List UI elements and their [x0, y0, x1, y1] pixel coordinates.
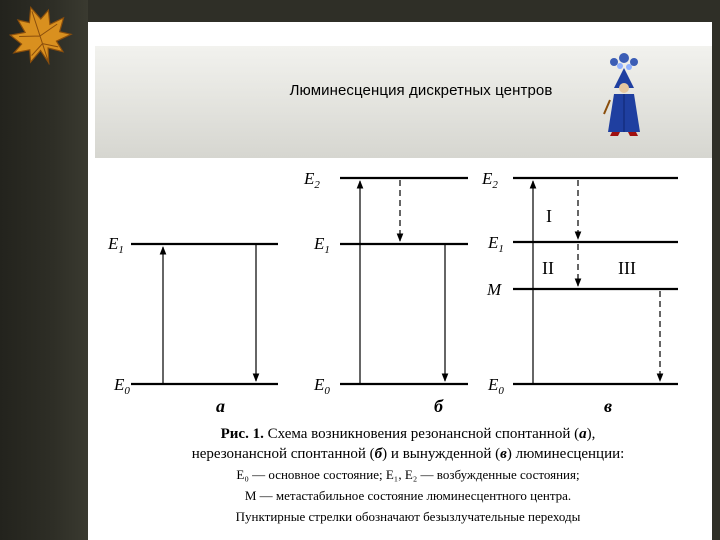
panel-a-e1-label: $E_1$	[108, 234, 124, 256]
caption-line-5: Пунктирные стрелки обозначают безызлучательные переходы	[235, 509, 581, 524]
figure-caption	[118, 424, 698, 527]
caption-line-1: Рис. 1. Схема возникновения резонансной спонтанной (а),	[220, 426, 596, 442]
caption-line-4: M — метастабильное состояние люминесцентного центра.	[244, 488, 572, 503]
panel-b-label: б	[434, 396, 443, 416]
panel-a-e0-label: $E_0$	[114, 375, 130, 397]
panel-b-e2-label: $E_2$	[304, 169, 320, 191]
maple-leaf-icon	[0, 0, 82, 72]
panel-a	[107, 234, 278, 416]
panel-b-e1-label: $E_1$	[314, 234, 330, 256]
slide	[88, 22, 712, 540]
panel-c-roman-ii: II	[542, 258, 554, 278]
panel-c-roman-iii: III	[618, 258, 636, 278]
panel-b-e0-label: $E_0$	[314, 375, 330, 397]
panel-c-m-label: M	[487, 280, 502, 299]
right-decor-strip	[712, 22, 720, 540]
energy-level-diagram	[88, 134, 712, 434]
left-decor-strip	[0, 0, 88, 540]
panel-c-roman-i: I	[546, 206, 552, 226]
panel-c-e0-label: $E_0$	[488, 375, 504, 397]
panel-c-label: в	[604, 396, 613, 416]
top-decor-strip	[88, 0, 720, 22]
caption-line-3: E₀ — основное состояние; E₁, E₂ — возбужденные состояния;	[236, 467, 580, 482]
panel-c-e1-label: $E_1$	[488, 233, 504, 255]
panel-b	[303, 169, 468, 416]
panel-c-e2-label: $E_2$	[482, 169, 498, 191]
wizard-icon	[600, 48, 648, 138]
slide-title: Люминесценция дискретных центров	[289, 82, 553, 99]
caption-line-2: нерезонансной спонтанной (б) и вынужденной (в) люминесценции:	[191, 446, 625, 462]
panel-a-label: а	[216, 396, 225, 416]
panel-c	[481, 169, 678, 416]
